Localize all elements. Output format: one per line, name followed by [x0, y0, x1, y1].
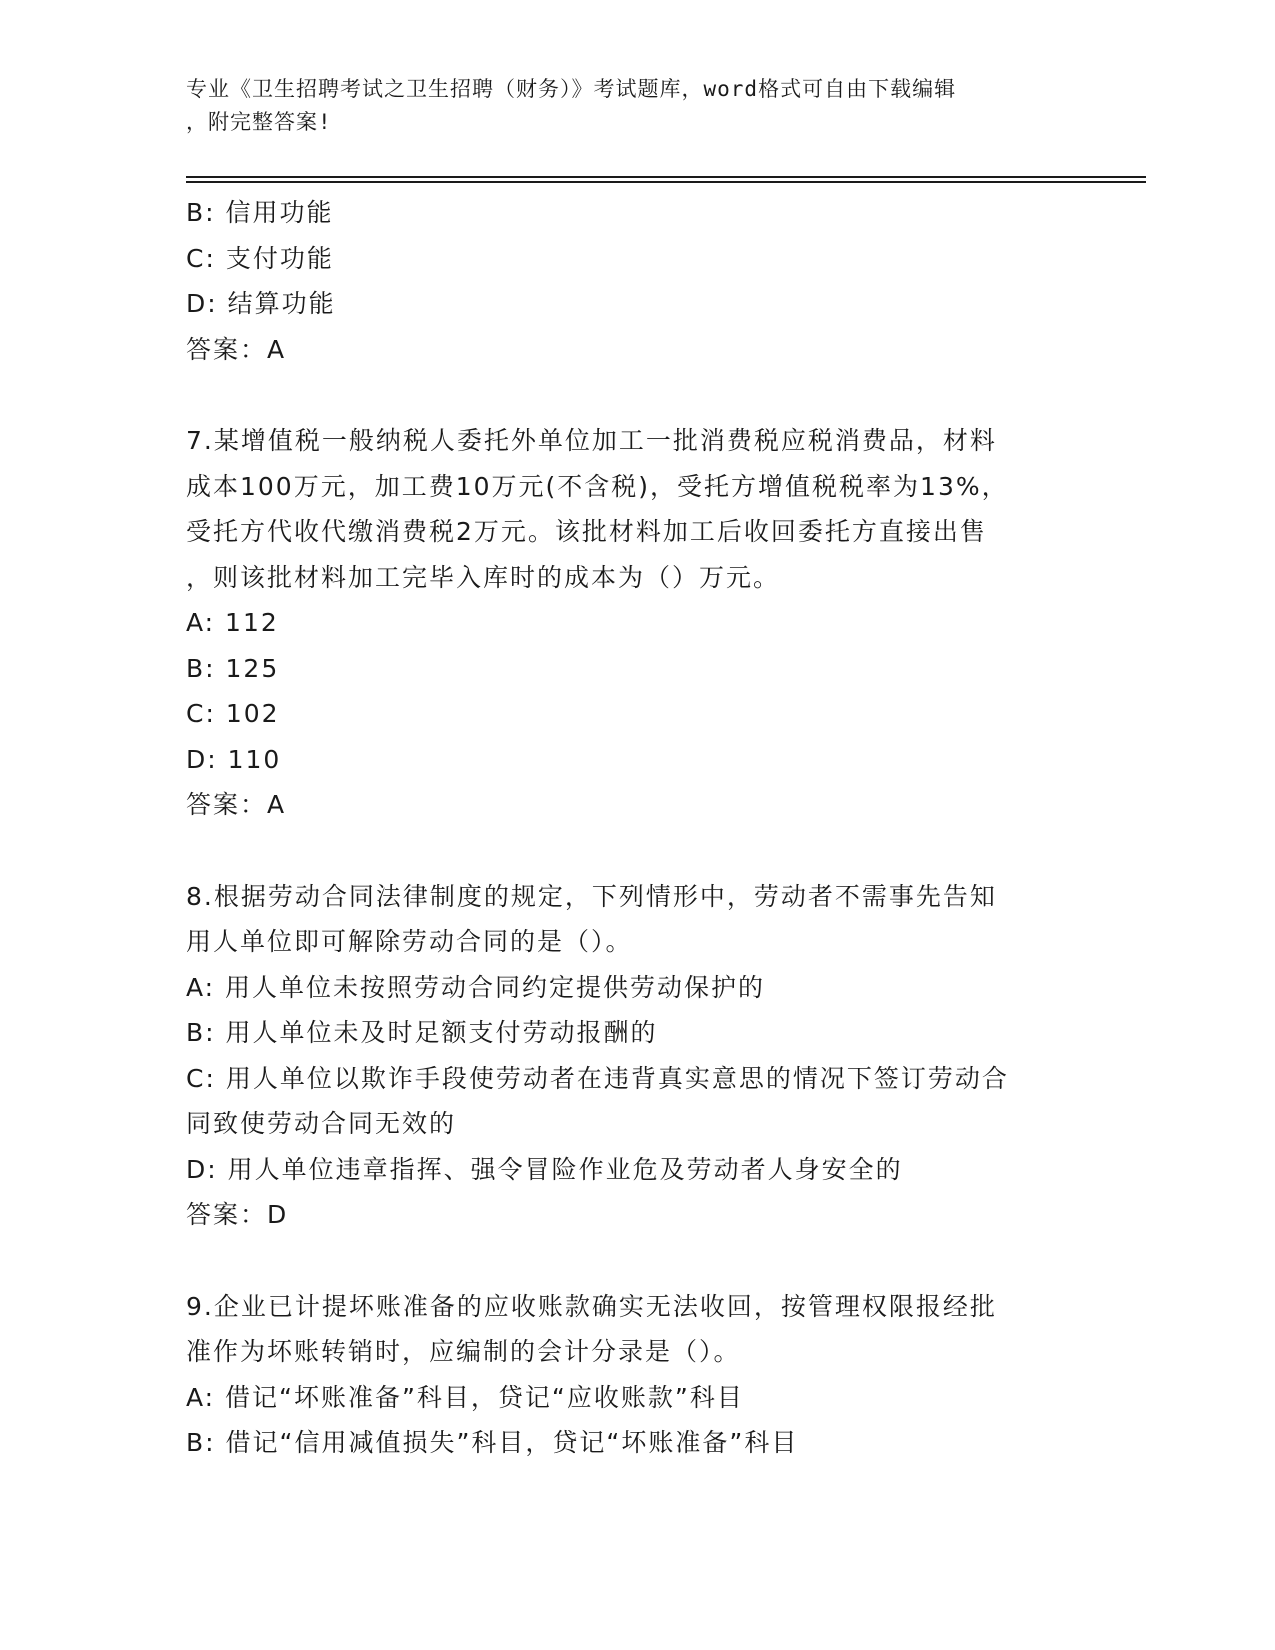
header-rule-bottom: [186, 181, 1146, 183]
question-8: [186, 874, 1076, 1238]
q6-option-d: D: 结算功能: [186, 289, 336, 318]
q7-option-a: A: 112: [186, 608, 279, 637]
spacer: [186, 372, 1076, 418]
q7-option-d: D: 110: [186, 744, 282, 774]
q8-stem-line-2: 用人单位即可解除劳动合同的是（）。: [186, 927, 633, 956]
q6-option-c: C: 支付功能: [186, 243, 334, 273]
header-rule-top: [186, 176, 1146, 178]
spacer: [186, 1238, 1076, 1284]
q8-option-c-line-2: 同致使劳动合同无效的: [186, 1109, 457, 1138]
q8-option-a: A: 用人单位未按照劳动合同约定提供劳动保护的: [186, 972, 766, 1002]
q8-stem-line-1: 8.根据劳动合同法律制度的规定，下列情形中，劳动者不需事先告知: [186, 881, 997, 911]
q6-answer: 答案：A: [186, 334, 287, 364]
q8-answer: 答案：D: [186, 1200, 289, 1229]
q7-option-c: C: 102: [186, 699, 280, 728]
q9-option-a: A: 借记“坏账准备”科目，贷记“应收账款”科目: [186, 1382, 744, 1412]
q8-option-c-line-1: C: 用人单位以欺诈手段使劳动者在违背真实意思的情况下签订劳动合: [186, 1063, 1009, 1093]
question-7: [186, 418, 1076, 828]
q6-option-b: B: 信用功能: [186, 198, 334, 227]
q8-option-d: D: 用人单位违章指挥、强令冒险作业危及劳动者人身安全的: [186, 1154, 903, 1184]
q9-option-b: B: 借记“信用减值损失”科目，贷记“坏账准备”科目: [186, 1428, 799, 1457]
q7-stem-line-2: 成本100万元，加工费10万元(不含税)，受托方增值税税率为13%，: [186, 471, 1009, 501]
q7-option-b: B: 125: [186, 653, 280, 683]
question-6: [186, 190, 1076, 372]
q9-stem-line-2: 准作为坏账转销时，应编制的会计分录是（）。: [186, 1337, 741, 1366]
q7-answer: 答案：A: [186, 790, 287, 819]
q7-stem-line-3: 受托方代收代缴消费税2万元。该批材料加工后收回委托方直接出售: [186, 517, 987, 546]
q8-option-b: B: 用人单位未及时足额支付劳动报酬的: [186, 1018, 658, 1047]
document-header: [186, 73, 1066, 139]
question-9: [186, 1284, 1076, 1466]
header-line-2: ，附完整答案!: [186, 110, 332, 134]
document-body: [186, 190, 1076, 1466]
q7-stem-line-4: ，则该批材料加工完毕入库时的成本为（）万元。: [186, 562, 781, 592]
q7-stem-line-1: 7.某增值税一般纳税人委托外单位加工一批消费税应税消费品，材料: [186, 426, 997, 455]
q9-stem-line-1: 9.企业已计提坏账准备的应收账款确实无法收回，按管理权限报经批: [186, 1291, 997, 1321]
header-line-1: 专业《卫生招聘考试之卫生招聘（财务）》考试题库，word格式可自由下载编辑: [186, 77, 957, 101]
spacer: [186, 828, 1076, 874]
